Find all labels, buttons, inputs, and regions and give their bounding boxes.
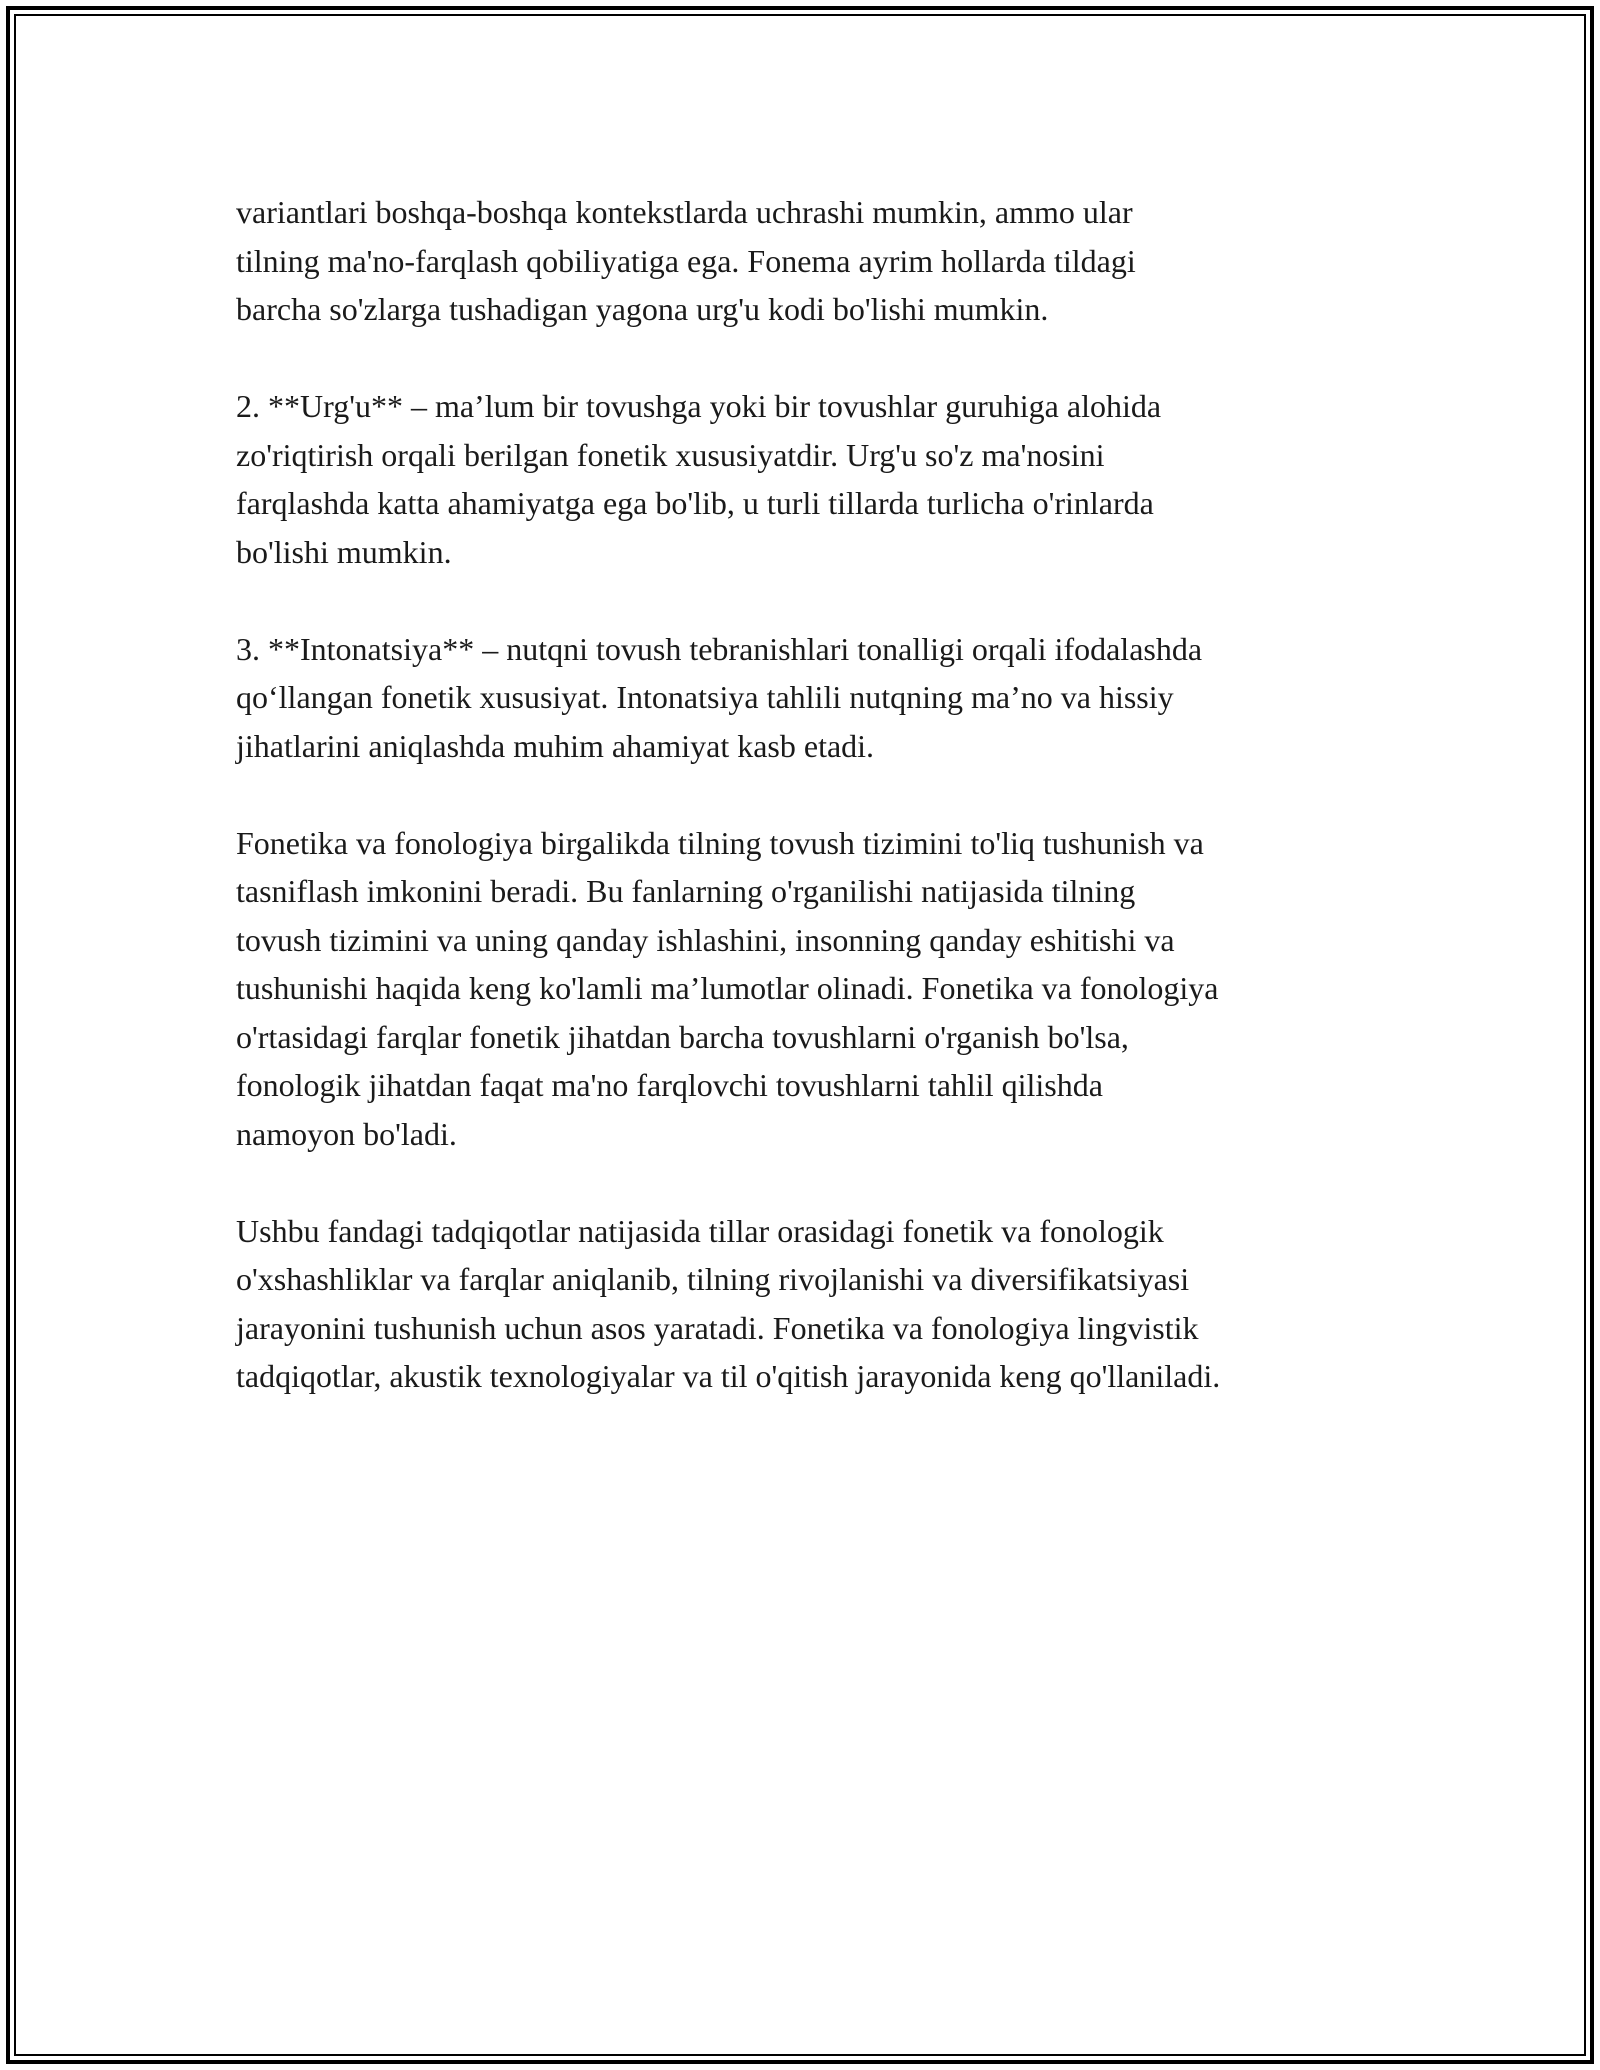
paragraph-phoneme-variants: variantlari boshqa-boshqa kontekstlarda uchrashi mumkin, ammo ular tilning ma'no-farqlash qobiliyatiga ega. Fonema ayrim hollarda tildagi barcha so'zlarga tushadigan yagona urg'u kodi bo'lishi mumkin.: [236, 194, 1136, 327]
paragraph-intonation: 3. **Intonatsiya** – nutqni tovush tebranishlari tonalligi orqali ifodalashda qo‘llangan fonetik xususiyat. Intonatsiya tahlili nutqning ma’no va hissiy jihatlarini aniqlashda muhim ahamiyat kasb etadi.: [236, 630, 1203, 764]
paragraph-stress: 2. **Urg'u** – ma’lum bir tovushga yoki bir tovushlar guruhiga alohida zo'riqtirish orqali berilgan fonetik xususiyatdir. Urg'u so'z ma'nosini farqlashda katta ahamiyatga ega bo'lib, u turli tillarda turlicha o'rinlarda bo'lishi mumkin.: [236, 388, 1162, 570]
paragraph-phonetics-phonology: Fonetika va fonologiya birgalikda tilning tovush tizimini to'liq tushunish va tasniflash imkonini beradi. Bu fanlarning o'rganilishi natijasida tilning tovush tizimini va uning qanday ishlashini, insonning qanday eshitishi va tushunishi haqida keng ko'lamli ma’lumotlar olinadi. Fonetika va fonologiya o'rtasidagi farqlar fonetik jihatdan barcha tovushlarni o'rganish bo'lsa, fonologik jihatdan faqat ma'no farqlovchi tovushlarni tahlil qilishda namoyon bo'ladi.: [236, 824, 1219, 1152]
paragraph-research-results: Ushbu fandagi tadqiqotlar natijasida tillar orasidagi fonetik va fonologik o'xshashliklar va farqlar aniqlanib, tilning rivojlanishi va diversifikatsiyasi jarayonini tushunish uchun asos yaratadi. Fonetika va fonologiya lingvistik tadqiqotlar, akustik texnologiyalar va til o'qitish jarayonida keng qo'llaniladi.: [236, 1212, 1221, 1394]
document-body: [236, 188, 1376, 1401]
